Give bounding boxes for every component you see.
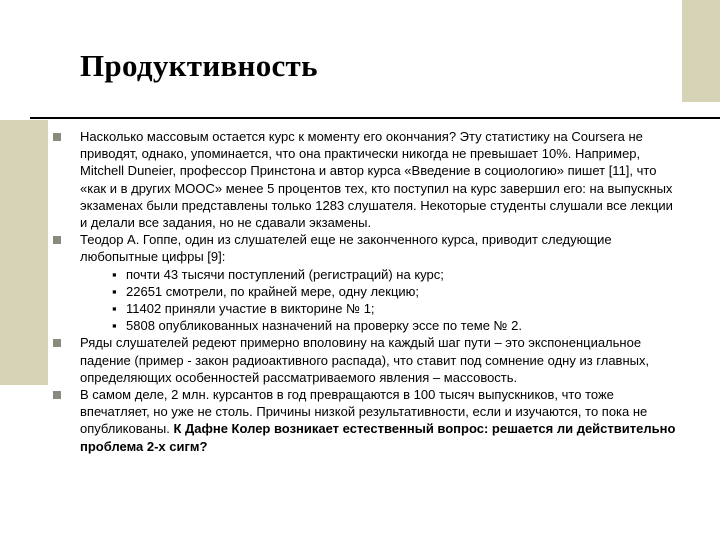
square-bullet-icon [53, 339, 61, 347]
highlighted-question: К Дафне Колер возникает естественный вопрос: решается ли действительно проблема 2-х сигм? [80, 421, 676, 454]
square-bullet-icon [53, 133, 61, 141]
slide-title: Продуктивность [80, 48, 318, 83]
sub-bullet-item [112, 266, 680, 283]
small-square-bullet-icon: ▪ [112, 318, 117, 334]
bullet-list [80, 128, 680, 455]
bullet-text-with-question [80, 386, 680, 455]
small-square-bullet-icon: ▪ [112, 301, 117, 317]
sub-bullet-text: 22651 смотрели, по крайней мере, одну лекцию; [126, 283, 420, 299]
title-divider [30, 117, 720, 119]
small-square-bullet-icon: ▪ [112, 283, 117, 299]
square-bullet-icon [53, 236, 61, 244]
bullet-item-2 [80, 231, 680, 334]
bullet-item-1 [80, 128, 680, 231]
sub-bullet-list [112, 266, 680, 335]
bullet-item-4 [80, 386, 680, 455]
bullet-text: Ряды слушателей редеют примерно вполовину на каждый шаг пути – это экспоненциальное падение (пример - закон радиоактивного распада), что ставит под сомнение одну из главных, определяющих особенностей рассматриваемого явления – массовость. [80, 335, 650, 385]
square-bullet-icon [53, 391, 61, 399]
bullet-item-3 [80, 334, 680, 386]
bullet-text: Насколько массовым остается курс к моменту его окончания? Эту статистику на Coursera не приводят, однако, упоминается, что она практически никогда не превышает 10%. Например, Mitchell Duneier, профессор Принстона и автор курса «Введение в социологию» пишет [11], что «как и в других МООС» менее 5 процентов тех, кто поступил на курс завершил его: на выпускных экзаменах были представлены только 1283 слушателя. Некоторые студенты слушали все лекции и делали все задания, но не сдавали экзамены. [80, 129, 673, 231]
sub-bullet-item [112, 300, 680, 317]
bullet-text: Теодор А. Гоппе, один из слушателей еще не законченного курса, приводит следующие любопытные цифры [9]: [80, 232, 612, 265]
sub-bullet-text: почти 43 тысячи поступлений (регистраций) на курс; [126, 266, 444, 282]
decorative-bar-top [682, 0, 720, 102]
sub-bullet-item [112, 283, 680, 300]
decorative-bar-left [0, 120, 48, 385]
sub-bullet-text: 5808 опубликованных назначений на проверку эссе по теме № 2. [126, 318, 522, 334]
sub-bullet-text: 11402 приняли участие в викторине № 1; [126, 301, 375, 317]
sub-bullet-item [112, 317, 680, 334]
small-square-bullet-icon: ▪ [112, 266, 117, 282]
bullet-text: В самом деле, 2 млн. курсантов в год превращаются в 100 тысяч выпускников, что тоже впечатляет, но уже не столь. Причины низкой результативности, если и изучаются, то пока не опубликованы. [80, 387, 648, 437]
